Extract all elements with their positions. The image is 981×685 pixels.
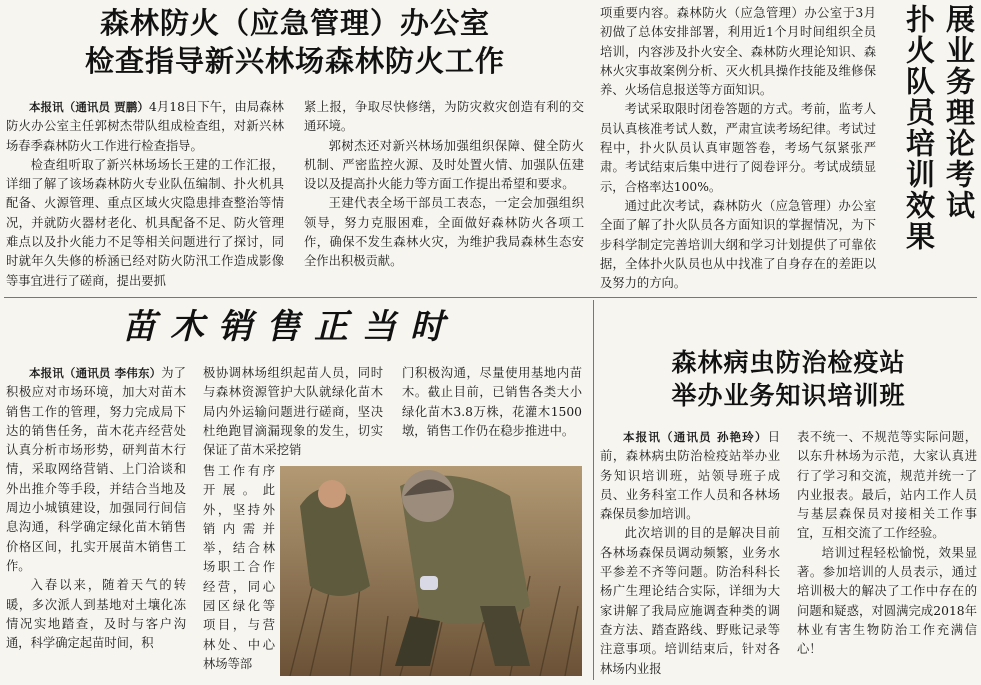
article3-col3-top xyxy=(402,364,582,462)
article3-paragraph: 极协调林场组织起苗人员，同时与森林资源管护大队就绿化苗木局内外运输问题进行磋商，坚决杜绝跑冒滴漏现象的发生，切实保证了苗木采挖销 xyxy=(203,366,383,458)
article4-lead-text: 日前，森林病虫防治检疫站举办业务知识培训班，站领导班子成员、业务科室工作人员和各林场森保员参加培训。 xyxy=(600,430,780,522)
vertical-title-left: 扑火队员培训效果 xyxy=(902,4,936,252)
article2-vertical-headline xyxy=(888,4,976,286)
article1-col1 xyxy=(6,98,284,290)
seedling-photo-illustration xyxy=(280,466,582,676)
article3-paragraph: 入春以来，随着天气的转暖，多次派人到基地对土壤化冻情况实地踏查，及时与客户沟通，科学确定起苗时间，积 xyxy=(6,578,186,651)
article4-paragraph: 培训过程轻松愉悦，效果显著。参加培训的人员表示，通过培训极大的解决了工作中存在的问题和疑惑，对圆满完成2018年林业有害生物防治工作充满信心！ xyxy=(797,545,977,657)
article3-paragraph: 门积极沟通，尽量使用基地内苗木。截止目前，已销售各类大小绿化苗木3.8万株，花灌木1500墩，销售工作仍在稳步推进中。 xyxy=(402,366,582,438)
article2-paragraph: 考试采取限时闭卷答题的方式。考前，监考人员认真核准考试人数，严肃宣读考场纪律。考试过程中，扑火队员认真审题答卷，考场气氛紧张严肃。考试结束后集中进行了阅卷评分。考试成绩显示，合格率达100%。 xyxy=(600,102,876,194)
article1-paragraph: 检查组听取了新兴林场场长王建的工作汇报，详细了解了该场森林防火专业队伍编制、扑火机具配备、火源管理、重点区域火灾隐患排查整治等情况，并就防火器材老化、机具配备不足、防火管理难点以及扑火能力不足等相关问题进行了探讨，同时就年久失修的桥涵已经对防火防汛工作造成影像等事宜进行了磋商，提出要抓 xyxy=(6,157,284,288)
article1-paragraph: 王建代表全场干部员工表态，一定会加强组织领导，努力克服困难，全面做好森林防火各项工作，确保不发生森林火灾，为维护我局森林生态安全作出积极贡献。 xyxy=(304,196,584,269)
article4-paragraph: 此次培训的目的是解决目前各林场森保员调动频繁，业务水平参差不齐等问题。防治科科长杨广生理论结合实际，详细为大家讲解了我局应施调查种类的调查方法、踏查路线、野账记录等注意事项。培训结束后，针对各林场内业报 xyxy=(600,526,780,676)
article3-lead-text: 为了积极应对市场环境，加大对苗木销售工作的管理，努力完成局下达的销售任务，苗木花卉经营处认真分析市场形势，研判苗木行情，采取网络营销、上门洽谈和外出推介等手段，并结合当地及周边小城镇建设，加强同行间信息沟通，科学确定绿化苗木销售价格区间，扎实开展苗木销售工作。 xyxy=(6,366,186,573)
column-divider xyxy=(593,300,594,680)
vertical-title-right: 展业务理论考试 xyxy=(942,4,976,221)
article1-paragraph: 紧上报，争取尽快修缮，为防灾救灾创造有利的交通环境。 xyxy=(304,100,584,134)
article1-paragraph: 郭树杰还对新兴林场加强组织保障、健全防火机制、严密监控火源、及时处置火情、加强队伍建设以及提高扑火能力等方面工作提出希望和要求。 xyxy=(304,138,584,192)
byline: 本报讯（通讯员 孙艳玲） xyxy=(623,430,768,444)
article4-col1 xyxy=(600,428,780,680)
article2-paragraph: 项重要内容。森林防火（应急管理）办公室于3月初做了总体安排部署，利用近1个月时间组织全员培训，内容涉及扑火安全、森林防火理论知识、森林火灾事故案例分析、灭火机具操作技能及维修保养、火场信息报送等方面知识。 xyxy=(600,6,876,98)
article4-paragraph: 表不统一、不规范等实际问题，以东升林场为示范，大家认真进行了学习和交流，规范并统一了内业报表。最后，站内工作人员与基层森保员对接相关工作事宜，互相交流了工作经验。 xyxy=(797,430,977,541)
headline-pest-control-station xyxy=(600,346,977,412)
headline-line-2: 检查指导新兴林场森林防火工作 xyxy=(84,44,505,78)
article2-col xyxy=(600,4,876,290)
headline-seedling-sales: 苗木销售正当时 xyxy=(122,307,458,347)
headline-line-1: 森林防火（应急管理）办公室 xyxy=(99,6,490,40)
article1-col2 xyxy=(304,98,584,290)
article3-col2-side xyxy=(203,462,275,676)
article1-lead-text: 4月18日下午，由局森林防火办公室主任郭树杰带队组成检查组，对新兴林场春季森林防火工作进行检查指导。 xyxy=(6,100,284,153)
seedling-photo xyxy=(280,466,582,676)
article2-paragraph: 通过此次考试，森林防火（应急管理）办公室全面了解了扑火队员各方面知识的掌握情况，为下步科学制定完善培训大纲和学习计划提供了可靠依据，全体扑火队员也从中找准了自身存在的差距以及努力的方向。 xyxy=(600,198,876,290)
article3-col2-top xyxy=(203,364,383,462)
article4-col2 xyxy=(797,428,977,680)
headline-forest-fire-office xyxy=(10,4,580,80)
article3-paragraph: 售工作有序开展。此外，坚持外销内需并举，结合林场职工合作经营，同心园区绿化等项目，与营林处、中心林场等部 xyxy=(203,464,275,671)
headline-line-2: 举办业务知识培训班 xyxy=(671,381,906,410)
byline: 本报讯（通讯员 李伟东） xyxy=(29,366,162,380)
article3-col1 xyxy=(6,364,186,682)
headline-line-1: 森林病虫防治检疫站 xyxy=(671,348,906,377)
horizontal-divider xyxy=(4,297,977,298)
byline: 本报讯（通讯员 贾鹏） xyxy=(29,100,149,114)
